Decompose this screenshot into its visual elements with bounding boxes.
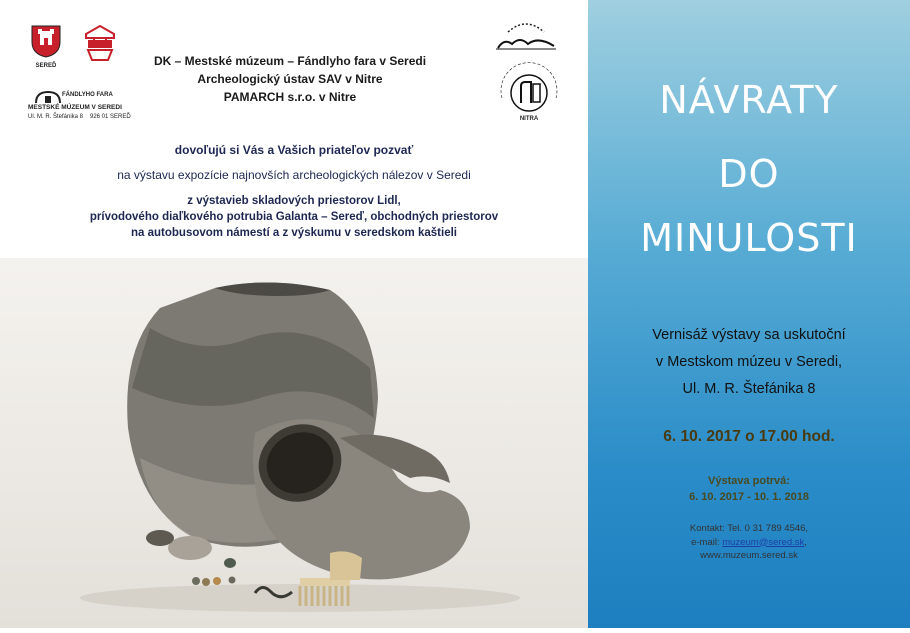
culture-house-logo xyxy=(82,24,118,64)
archaeological-institute-logo xyxy=(494,58,564,128)
exhibition-duration xyxy=(588,473,910,505)
museum-name: FÁNDLYHO FARA xyxy=(62,92,113,98)
exhibition-description: na výstavu expozície najnovších archeologických nálezov v Seredi xyxy=(117,168,471,182)
findings-sources xyxy=(0,193,588,241)
archaeological-finds-photo xyxy=(0,258,588,628)
contact-email-line xyxy=(588,536,910,550)
duration-range: 6. 10. 2017 - 10. 1. 2018 xyxy=(689,491,809,503)
vernissage-info xyxy=(588,322,910,403)
pamarch-logo xyxy=(494,18,558,52)
email-link[interactable]: muzeum@sered.sk xyxy=(722,536,805,548)
contact-phone: Kontakt: Tel. 0 31 789 4546, xyxy=(689,523,809,534)
vernissage-line: Ul. M. R. Štefánika 8 xyxy=(682,381,816,397)
vernissage-line: Vernisáž výstavy sa uskutoční xyxy=(652,327,846,343)
source-line: prívodového diaľkového potrubia Galanta – Sereď, obchodných priestorov xyxy=(89,211,499,223)
organizers-block xyxy=(140,52,440,106)
institute-city: NITRA xyxy=(519,116,539,122)
source-line: z výstavieb skladových priestorov Lidl, xyxy=(187,195,401,207)
sered-label: SEREĎ xyxy=(35,63,57,69)
email-suffix: , xyxy=(804,536,807,548)
museum-fandlyho-fara-logo xyxy=(28,90,131,124)
museum-address: Ul. M. R. Štefánika 8 xyxy=(28,114,84,120)
sered-coat-of-arms-logo xyxy=(30,24,62,70)
source-line: na autobusovom námestí a z výskumu v seredskom kaštieli xyxy=(131,227,457,239)
contact-info xyxy=(588,522,910,563)
title-line: NÁVRATY xyxy=(659,78,839,122)
organizer-institute: Archeologický ústav SAV v Nitre xyxy=(197,72,383,86)
organizer-pamarch: PAMARCH s.r.o. v Nitre xyxy=(223,90,357,104)
museum-zip: 926 01 SEREĎ xyxy=(90,114,131,120)
vernissage-line: v Mestskom múzeu v Seredi, xyxy=(655,354,843,370)
duration-label: Výstava potrvá: xyxy=(708,475,790,487)
email-prefix: e-mail: xyxy=(691,536,723,548)
contact-website[interactable]: www.muzeum.sered.sk xyxy=(700,550,798,561)
organizer-museum: DK – Mestské múzeum – Fándlyho fara v Seredi xyxy=(153,54,427,68)
invitation-line: dovoľujú si Vás a Vašich priateľov pozvať xyxy=(174,143,414,157)
event-date: 6. 10. 2017 o 17.00 hod. xyxy=(663,428,835,445)
museum-subtitle: MESTSKÉ MÚZEUM V SEREDI xyxy=(28,104,122,111)
title-line: MINULOSTI xyxy=(640,216,858,260)
title-line: DO xyxy=(718,152,780,196)
